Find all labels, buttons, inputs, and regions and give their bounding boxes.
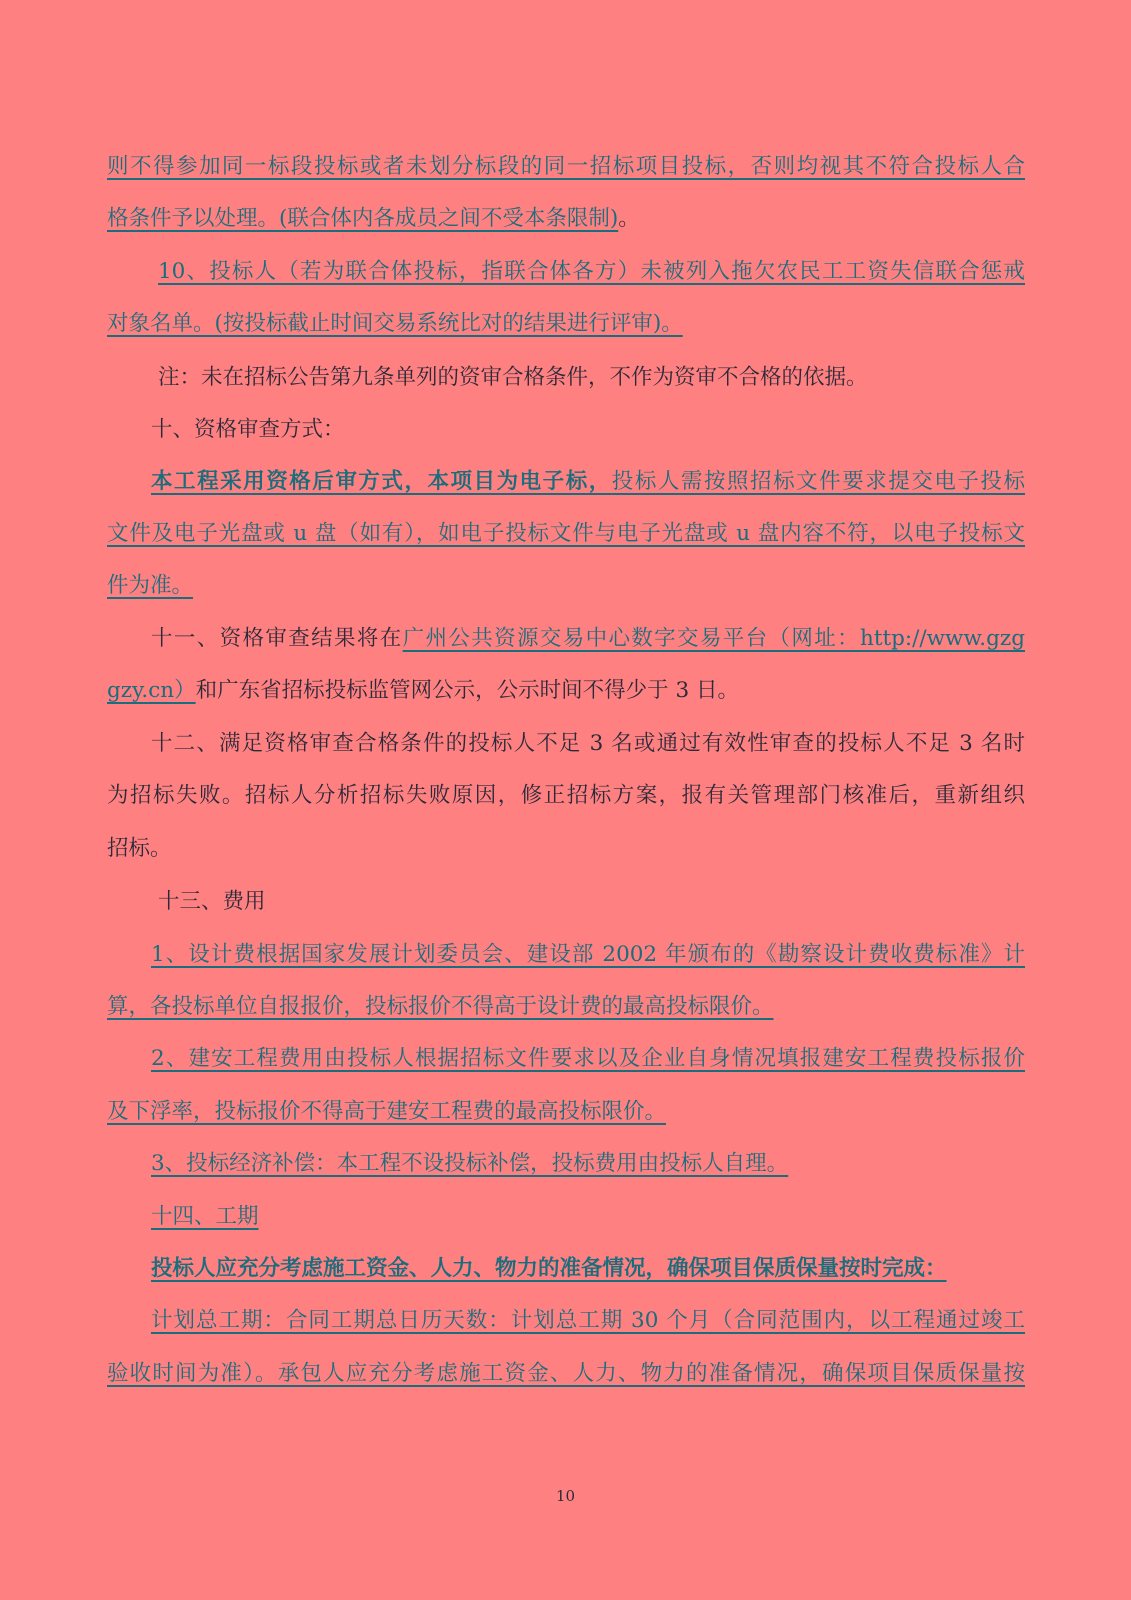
text-segment: gzy.cn） — [107, 678, 196, 703]
text-line: 则不得参加同一标段投标或者未划分标段的同一招标项目投标，否则均视其不符合投标人合 — [107, 154, 1025, 179]
text-line — [151, 467, 1025, 497]
text-line — [107, 676, 1025, 706]
text-line: 算，各投标单位自报报价，投标报价不得高于设计费的最高投标限价。 — [107, 994, 774, 1019]
page-number: 10 — [555, 1487, 576, 1505]
text-line: 及下浮率，投标报价不得高于建安工程费的最高投标限价。 — [107, 1099, 667, 1124]
text-line: 文件及电子光盘或 u 盘（如有），如电子投标文件与电子光盘或 u 盘内容不符，以电子投标文 — [107, 521, 1025, 546]
text-line: 3、投标经济补偿：本工程不设投标补偿，投标费用由投标人自理。 — [151, 1151, 789, 1176]
section-heading: 十、资格审查方式： — [151, 417, 345, 442]
text-line: 验收时间为准）。承包人应充分考虑施工资金、人力、物力的准备情况，确保项目保质保量按 — [107, 1361, 1025, 1386]
text-line: 注：未在招标公告第九条单列的资审合格条件，不作为资审不合格的依据。 — [158, 365, 868, 390]
text-line: 十二、满足资格审查合格条件的投标人不足 3 名或通过有效性审查的投标人不足 3 名时 — [151, 731, 1025, 756]
text-line: 招标。 — [107, 836, 172, 861]
text-line: 为招标失败。招标人分析招标失败原因，修正招标方案，报有关管理部门核准后，重新组织 — [107, 783, 1025, 808]
text-line: 10、投标人（若为联合体投标，指联合体各方）未被列入拖欠农民工工资失信联合惩戒 — [158, 259, 1025, 284]
text-line: 投标人应充分考虑施工资金、人力、物力的准备情况，确保项目保质保量按时完成： — [151, 1256, 947, 1281]
text-line: 对象名单。(按投标截止时间交易系统比对的结果进行评审)。 — [107, 311, 683, 336]
text-segment: 十一、资格审查结果将在 — [151, 626, 403, 651]
text-line — [107, 204, 1025, 234]
text-line: 件为准。 — [107, 573, 194, 598]
text-segment: 格条件予以处理。(联合体内各成员之间不受本条限制) — [107, 206, 619, 231]
section-heading: 十三、费用 — [158, 889, 266, 914]
text-line: 2、建安工程费用由投标人根据招标文件要求以及企业自身情况填报建安工程费投标报价 — [151, 1046, 1025, 1071]
text-segment: 投标人需按照招标文件要求提交电子投标 — [611, 469, 1025, 494]
text-line: 计划总工期：合同工期总日历天数：计划总工期 30 个月（合同范围内，以工程通过竣工 — [151, 1308, 1025, 1333]
text-line: 1、设计费根据国家发展计划委员会、建设部 2002 年颁布的《勘察设计费收费标准》计 — [151, 942, 1025, 967]
section-heading: 十四、工期 — [151, 1204, 259, 1229]
text-line — [151, 624, 1025, 654]
text-segment: 广州公共资源交易中心数字交易平台（网址：http://www.gzg — [402, 626, 1025, 651]
text-segment: 本工程采用资格后审方式，本项目为电子标， — [151, 469, 612, 494]
text-segment: 。 — [618, 206, 640, 231]
text-segment: 和广东省招标投标监管网公示，公示时间不得少于 3 日。 — [195, 678, 739, 703]
